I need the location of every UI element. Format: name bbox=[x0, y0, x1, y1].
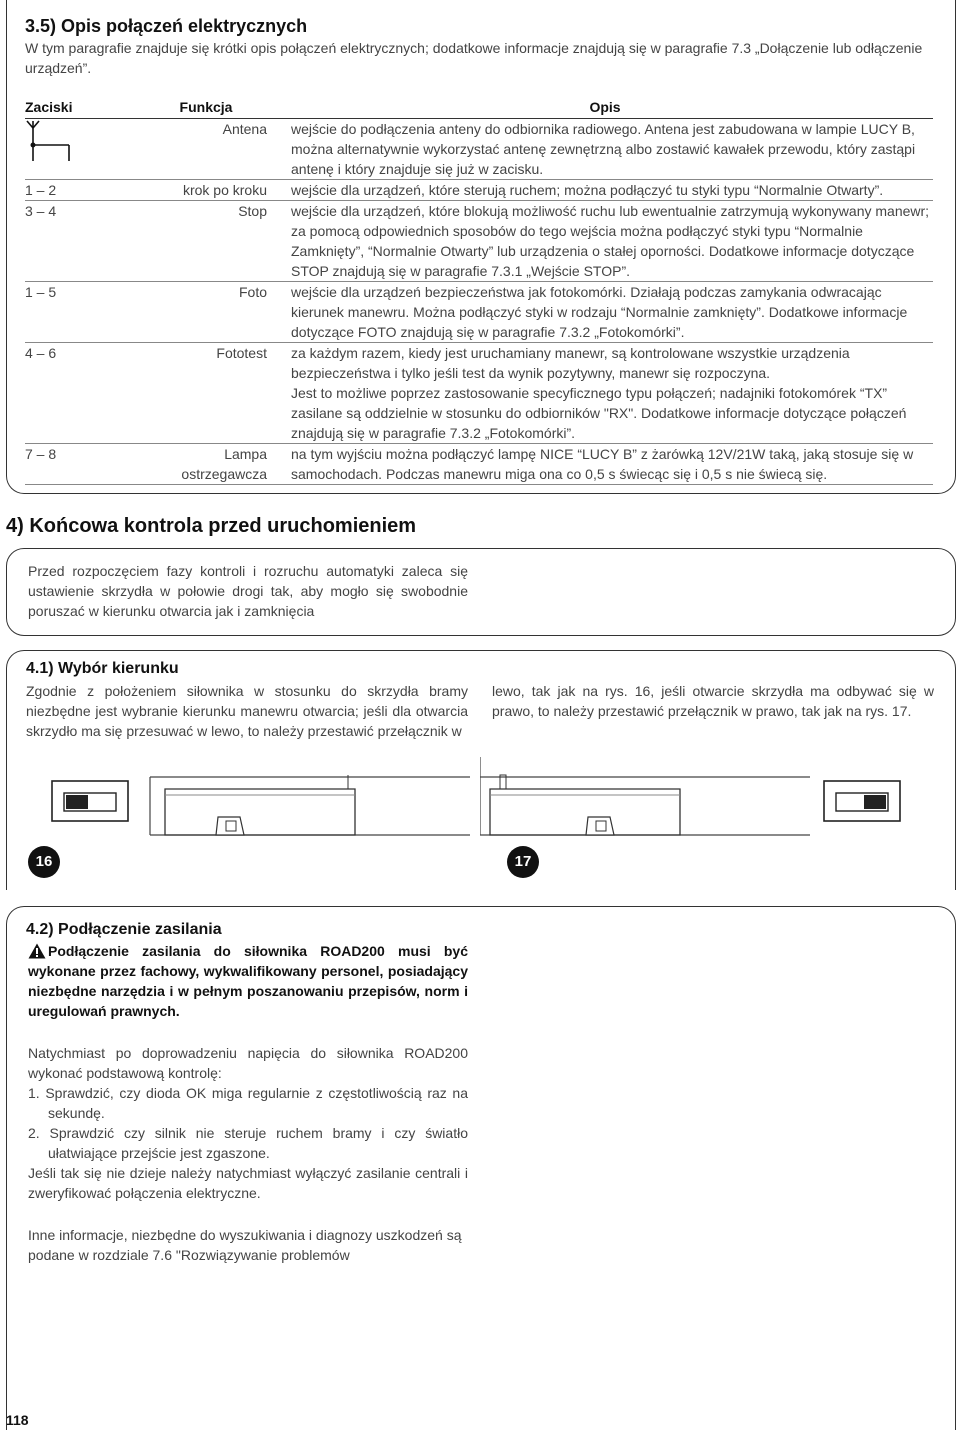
list-item: 2. Sprawdzić czy silnik nie steruje ruchem bramy i czy światło ułatwiające przejście jest zgaszone. bbox=[28, 1125, 468, 1161]
column-header-description: Opis bbox=[277, 96, 933, 118]
terminals-table bbox=[25, 96, 933, 485]
table-row bbox=[25, 443, 933, 484]
page-number: 118 bbox=[6, 1412, 29, 1428]
table-row bbox=[25, 118, 933, 179]
function-cell: Fototest bbox=[135, 342, 277, 443]
table-row bbox=[25, 342, 933, 443]
table-row bbox=[25, 200, 933, 281]
section-3-5-heading: 3.5) Opis połączeń elektrycznych bbox=[25, 16, 308, 36]
paragraph: Jeśli tak się nie dzieje należy natychmiast wyłączyć zasilanie centrali i zweryfikować połączenia elektryczne. bbox=[28, 1165, 468, 1201]
section-4-1-heading: 4.1) Wybór kierunku bbox=[26, 660, 179, 677]
section-4-2-footer-text: Inne informacje, niezbędne do wyszukiwania i diagnozy uszkodzeń są podane w rozdziale 7.6 "Rozwiązywanie problemów bbox=[28, 1227, 462, 1263]
section-4-1-text-left: Zgodnie z położeniem siłownika w stosunku do skrzydła bramy niezbędne jest wybranie kierunku manewru otwarcia; jeśli dla otwarcia skrzydło ma się przesuwać w lewo, to należy przestawić przełącznik w bbox=[26, 683, 468, 739]
terminal-cell: 3 – 4 bbox=[25, 200, 135, 281]
table-row bbox=[25, 179, 933, 200]
terminal-cell: 7 – 8 bbox=[25, 443, 135, 484]
list-item: 1. Sprawdzić, czy dioda OK miga regularnie z częstotliwością raz na sekundę. bbox=[28, 1085, 468, 1121]
gate-motor-body bbox=[165, 789, 355, 835]
function-cell: Foto bbox=[135, 281, 277, 342]
section-4-heading: 4) Końcowa kontrola przed uruchomieniem bbox=[6, 515, 417, 537]
description-text-continued: Jest to możliwe poprzez zastosowanie specyficznego typu połączeń; nadajniki fotokomórek “TX” zasilane są oddzielnie w stosunku do odbiorników "RX". Dodatkowe informacje dotyczące połączeń znajdują się w paragrafie 7.3.2 „Fotokomórki”. bbox=[291, 384, 907, 441]
description-cell bbox=[277, 342, 933, 443]
description-cell: wejście dla urządzeń bezpieczeństwa jak fotokomórki. Działają podczas zamykania odwracając kierunek manewru. Można podłączyć styki w rodzaju “Normalnie zamknięty”. Dodatkowe informacje dotyczące FOTO znajdują się w paragrafie 7.3.2 „Fotokomórki”. bbox=[277, 281, 933, 342]
function-cell: Antena bbox=[135, 118, 277, 179]
description-text: za każdym razem, kiedy jest uruchamiany manewr, są kontrolowane wszystkie urządzenia bezpieczeństwa i tylko jeśli test da wynik pozytywny, manewr się rozpoczyna. bbox=[291, 344, 850, 381]
column-header-function: Funkcja bbox=[135, 96, 277, 118]
warning-icon bbox=[28, 943, 46, 959]
function-cell: krok po kroku bbox=[135, 179, 277, 200]
terminal-cell: 1 – 5 bbox=[25, 281, 135, 342]
description-cell: wejście do podłączenia anteny do odbiornika radiowego. Antena jest zabudowana w lampie LUCY B, można alternatywnie wykorzystać antenę zewnętrzną albo zostawić kawałek przewodu, który zastąpi antenę i który znajduje się już w zacisku. bbox=[277, 118, 933, 179]
antenna-symbol-cell bbox=[25, 118, 135, 179]
column-header-terminals: Zaciski bbox=[25, 96, 135, 118]
function-cell: Lampa ostrzegawcza bbox=[135, 443, 277, 484]
warning-text: Podłączenie zasilania do siłownika ROAD200 musi być wykonane przez fachowy, wykwalifikowany personel, posiadający niezbędne narzędzia i w pełnym poszanowaniu przepisów, norm i uregulowań prawnych. bbox=[28, 943, 468, 1019]
figure-16-illustration bbox=[30, 755, 470, 845]
function-cell: Stop bbox=[135, 200, 277, 281]
figure-16-badge: 16 bbox=[28, 846, 60, 878]
paragraph: Natychmiast po doprowadzeniu napięcia do siłownika ROAD200 wykonać podstawową kontrolę: bbox=[28, 1045, 468, 1081]
switch-knob-left bbox=[66, 795, 88, 809]
switch-knob-right bbox=[864, 795, 886, 809]
section-4-2-body bbox=[28, 1043, 468, 1203]
table-row bbox=[25, 281, 933, 342]
figure-17-badge: 17 bbox=[507, 846, 539, 878]
antenna-icon bbox=[25, 119, 77, 163]
warning-note bbox=[28, 941, 468, 1021]
gate-motor-body bbox=[490, 789, 680, 835]
figure-17-illustration bbox=[480, 755, 940, 845]
description-cell: wejście dla urządzeń, które blokują możliwość ruchu lub ewentualnie zatrzymują wykonywany manewr; za pomocą odpowiednich sposobów do tego wejścia można podłączyć styki typu “Normalnie Zamknięty”, “Normalnie Otwarty” lub urządzenia o stałej oporności. Dodatkowe informacje dotyczące STOP znajdują się w paragrafie 7.3.1 „Wejście STOP”. bbox=[277, 200, 933, 281]
terminal-cell: 4 – 6 bbox=[25, 342, 135, 443]
section-4-intro: Przed rozpoczęciem fazy kontroli i rozruchu automatyki zaleca się ustawienie skrzydła w połowie drogi tak, aby mogło się swobodnie poruszać w kierunku otwarcia jak i zamknięcia bbox=[28, 563, 468, 619]
section-4-1-text-right: lewo, tak jak na rys. 16, jeśli otwarcie skrzydła ma odbywać się w prawo, to należy przestawić przełącznik w prawo, tak jak na rys. 17. bbox=[492, 683, 934, 719]
section-4-2-heading: 4.2) Podłączenie zasilania bbox=[26, 921, 222, 938]
section-3-5-intro: W tym paragrafie znajduje się krótki opis połączeń elektrycznych; dodatkowe informacje znajdują się w paragrafie 7.3 „Dołączenie lub odłączenie urządzeń”. bbox=[25, 40, 923, 76]
description-cell: wejście dla urządzeń, które sterują ruchem; można podłączyć tu styki typu “Normalnie Otwarty”. bbox=[277, 179, 933, 200]
description-cell: na tym wyjściu można podłączyć lampę NICE “LUCY B” z żarówką 12V/21W taką, jaką stosuje się w samochodach. Podczas manewru miga ona co 0,5 s świecąc się i 0,5 s nie świecą się. bbox=[277, 443, 933, 484]
terminal-cell: 1 – 2 bbox=[25, 179, 135, 200]
